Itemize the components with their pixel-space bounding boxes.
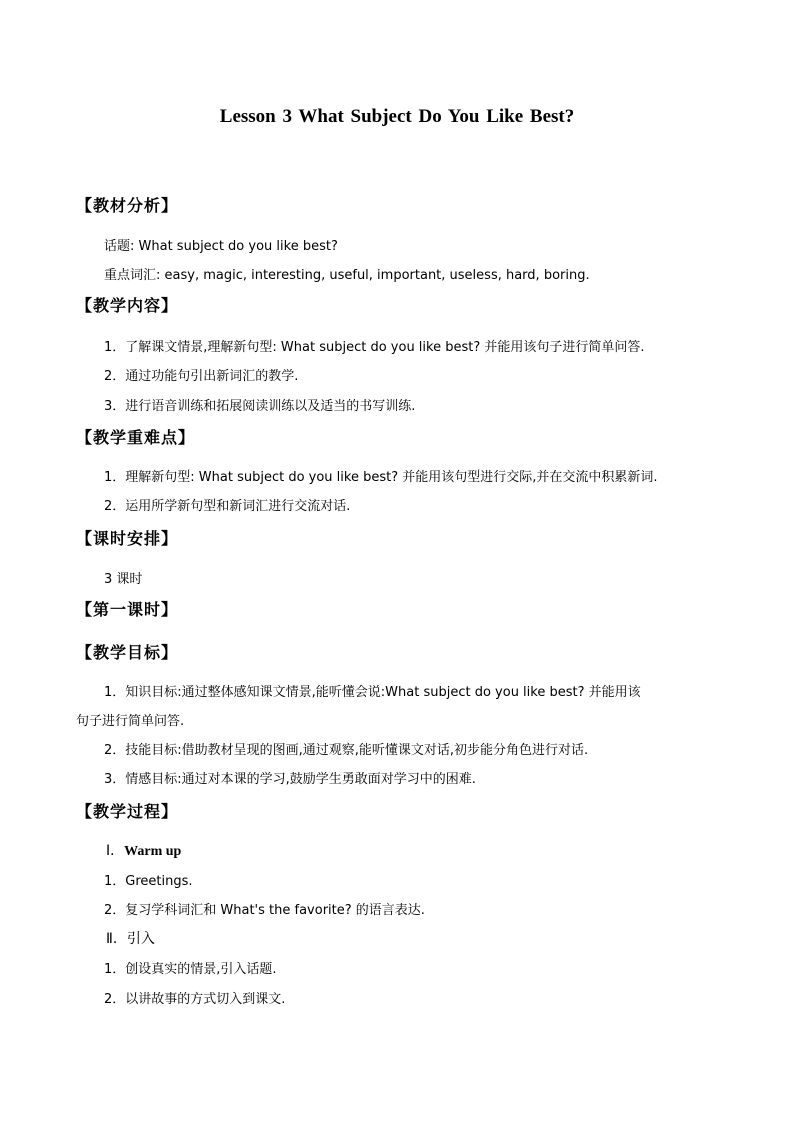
schedule-text: 3 课时 [104, 572, 143, 587]
heading-content: 【教学内容】 [76, 296, 179, 315]
part1-item-1: 1．Greetings. [104, 874, 193, 889]
part2-label: Ⅱ． [106, 931, 127, 947]
keypoint-item-2: 2．运用所学新句型和新词汇进行交流对话. [104, 499, 351, 514]
heading-analysis: 【教材分析】 [76, 196, 179, 215]
keypoint-item-1: 1．理解新句型: What subject do you like best? 并能用该句型进行交际,并在交流中积累新词. [104, 470, 658, 485]
content-item-2: 2．通过功能句引出新词汇的教学. [104, 369, 299, 384]
content-item-1: 1．了解课文情景,理解新句型: What subject do you like best? 并能用该句子进行简单问答. [104, 340, 645, 355]
analysis-topic: 话题: What subject do you like best? [104, 239, 338, 254]
heading-schedule: 【课时安排】 [76, 529, 179, 548]
process-part1 [106, 840, 181, 860]
goal-item-3: 3．情感目标:通过对本课的学习,鼓励学生勇敢面对学习中的困难. [104, 772, 476, 787]
heading-process: 【教学过程】 [76, 802, 179, 821]
content-item-3: 3．进行语音训练和拓展阅读训练以及适当的书写训练. [104, 399, 416, 414]
part1-title: Warm up [124, 844, 182, 859]
process-part2 [106, 928, 155, 948]
heading-first-lesson: 【第一课时】 [76, 600, 179, 619]
goal-item-2: 2．技能目标:借助教材呈现的图画,通过观察,能听懂课文对话,初步能分角色进行对话. [104, 743, 589, 758]
goal-item-1-cont: 句子进行简单问答. [76, 714, 185, 729]
part1-item-2: 2．复习学科词汇和 What's the favorite? 的语言表达. [104, 903, 425, 918]
goal-item-1: 1．知识目标:通过整体感知课文情景,能听懂会说:What subject do you like best? 并能用该 [104, 685, 641, 700]
document-title: Lesson 3 What Subject Do You Like Best? [219, 106, 575, 127]
part2-item-1: 1．创设真实的情景,引入话题. [104, 962, 277, 977]
heading-goals: 【教学目标】 [76, 643, 179, 662]
heading-keypoints: 【教学重难点】 [76, 428, 196, 447]
analysis-vocab: 重点词汇: easy, magic, interesting, useful, important, useless, hard, boring. [104, 268, 590, 283]
part1-label: Ⅰ． [106, 843, 125, 859]
part2-title: 引入 [126, 931, 155, 947]
part2-item-2: 2．以讲故事的方式切入到课文. [104, 992, 286, 1007]
